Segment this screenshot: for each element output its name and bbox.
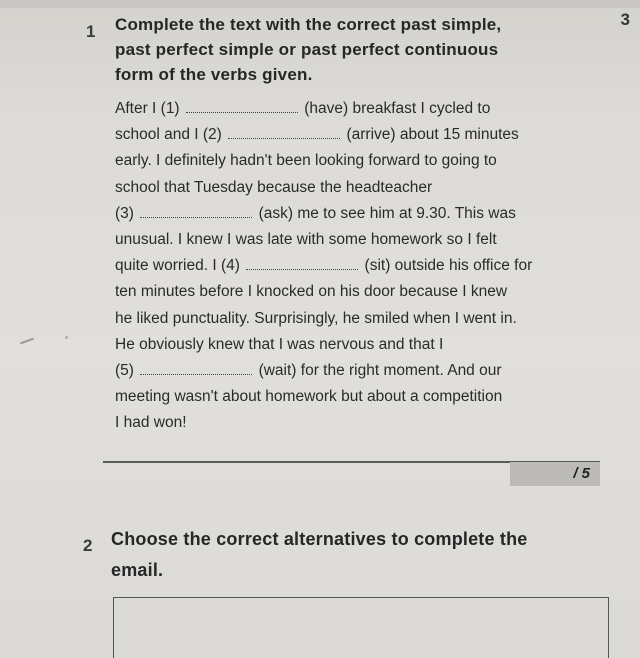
text-fragment: quite worried. I (4): [115, 257, 240, 275]
answer-gap-2[interactable]: [228, 127, 340, 139]
text-fragment: (have) breakfast I cycled to: [304, 100, 491, 117]
text-fragment: (arrive) about 15 minutes: [346, 126, 519, 144]
text-line: unusual. I knew I was late with some homework so I felt: [115, 231, 497, 249]
text-line: meeting wasn't about homework but about a competition: [115, 388, 503, 406]
exercise-1-instructions: [115, 12, 501, 87]
text-line: he liked punctuality. Surprisingly, he smiled when I went in.: [115, 309, 517, 327]
exercise-1-number: 1: [86, 22, 96, 41]
page-mark: [65, 336, 68, 339]
text-line: [115, 358, 532, 384]
text-line: ten minutes before I knocked on his door because I knew: [115, 283, 508, 301]
text-line: school that Tuesday because the headteacher: [115, 178, 433, 196]
text-line: [115, 96, 532, 122]
text-fragment: school and I (2): [115, 126, 222, 144]
text-fragment: (3): [115, 204, 134, 222]
answer-gap-5[interactable]: [140, 363, 252, 375]
text-fragment: After I (1): [115, 100, 180, 117]
exercise-1-instructions-line: Complete the text with the correct past simple,: [115, 15, 502, 34]
page-number: 3: [620, 10, 630, 29]
text-line: early. I definitely hadn't been looking forward to going to: [115, 152, 497, 170]
text-line: [115, 253, 532, 279]
text-line: [115, 122, 532, 148]
answer-gap-3[interactable]: [140, 206, 252, 218]
answer-gap-1[interactable]: [186, 101, 298, 113]
exercise-2-instructions-line: email.: [111, 560, 164, 580]
exercise-1-instructions-line: form of the verbs given.: [115, 65, 313, 84]
text-line: [115, 201, 532, 227]
exercise-1-text: [115, 96, 532, 437]
score-label: / 5: [573, 465, 590, 482]
exercise-2-instructions-line: Choose the correct alternatives to complete the: [111, 529, 528, 549]
text-fragment: (sit) outside his office for: [364, 257, 533, 275]
text-line: I had won!: [115, 414, 187, 432]
exercise-1-instructions-line: past perfect simple or past perfect continuous: [115, 40, 499, 59]
exercise-2-instructions: [111, 524, 528, 586]
email-box: [113, 597, 609, 658]
page-mark: [20, 338, 34, 345]
text-fragment: (5): [115, 362, 134, 380]
text-fragment: (ask) me to see him at 9.30. This was: [258, 204, 516, 222]
page-top-band: [0, 0, 640, 8]
text-line: He obviously knew that I was nervous and that I: [115, 335, 444, 353]
answer-gap-4[interactable]: [246, 258, 358, 270]
score-box: [510, 462, 600, 486]
text-fragment: (wait) for the right moment. And our: [258, 362, 502, 380]
exercise-2-number: 2: [83, 536, 93, 555]
